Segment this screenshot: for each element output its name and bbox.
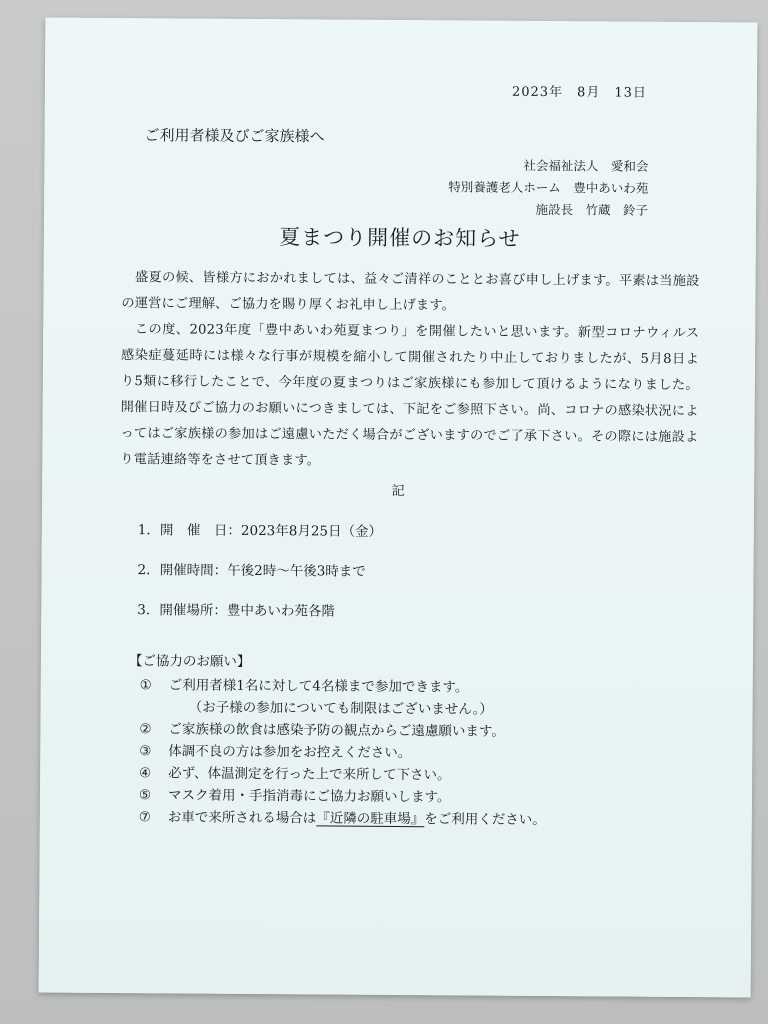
request-item bbox=[128, 762, 546, 787]
requests-heading: 【ご協力のお願い】 bbox=[128, 653, 251, 670]
request-text: ご家族様の飲食は感染予防の観点からご遠慮願います。 bbox=[168, 721, 505, 740]
request-text: お車で来所される場合は『近隣の駐車場』をご利用ください。 bbox=[167, 809, 546, 829]
notice-paper bbox=[39, 18, 758, 998]
request-text: 体調不良の方は参加をお控えください。 bbox=[168, 743, 412, 762]
request-number: ③ bbox=[139, 743, 152, 760]
request-item bbox=[128, 806, 546, 831]
request-note: （お子様の参加についても制限はございません。） bbox=[188, 699, 493, 718]
request-number: ⑦ bbox=[138, 809, 151, 826]
request-number: ④ bbox=[139, 765, 152, 782]
document-title: 夏まつり開催のお知らせ bbox=[279, 225, 521, 251]
request-number: ① bbox=[139, 677, 152, 694]
event-date: 1．開 催 日：2023年8月25日（金） bbox=[137, 522, 383, 540]
corporation-name: 社会福祉法人 愛和会 bbox=[523, 157, 649, 174]
request-text: マスク着用・手指消毒にご協力お願いします。 bbox=[167, 787, 451, 806]
cooperation-requests bbox=[128, 650, 547, 831]
event-place: 3．開催場所：豊中あいわ苑各階 bbox=[137, 602, 335, 620]
request-item bbox=[128, 784, 546, 809]
event-time: 2．開催時間：午後2時～午後3時まで bbox=[137, 562, 366, 580]
request-number: ② bbox=[139, 721, 152, 738]
nearby-parking-link-text: 『近隣の駐車場』 bbox=[316, 810, 425, 828]
request-text: 必ず、体温測定を行った上で来所して下さい。 bbox=[168, 765, 451, 784]
facility-name: 特別養護老人ホーム 豊中あいわ苑 bbox=[448, 179, 649, 196]
recipient-line: ご利用者様及びご家族様へ bbox=[144, 126, 325, 146]
event-details bbox=[137, 518, 382, 640]
request-item bbox=[128, 718, 546, 743]
request-text: ご利用者様1名に対して4名様まで参加できます。 bbox=[168, 677, 469, 696]
request-item bbox=[128, 740, 546, 765]
director-name: 施設長 竹蔵 鈴子 bbox=[535, 201, 649, 218]
body-text bbox=[120, 265, 699, 477]
sender-block bbox=[448, 154, 648, 221]
ki-marker: 記 bbox=[391, 483, 405, 500]
body-paragraph-1: 盛夏の候、皆様方におかれましては、益々ご清祥のこととお喜び申し上げます。平素は当施設の運営にご理解、ご協力を賜り厚くお礼申し上げます。 bbox=[121, 270, 700, 314]
request-item bbox=[129, 674, 547, 699]
request-number: ⑤ bbox=[138, 787, 152, 804]
body-paragraph-2: この度、2023年度「豊中あいわ苑夏まつり」を開催したいと思います。新型コロナウィルス感染症蔓延時には様々な行事が規模を縮小して開催されたり中止しておりましたが、5月8日より5類に移行したことで、今年度の夏まつりはご家族様にも参加して頂けるようになりました。開催日時及びご協力のお願いにつきましては、下記をご参照下さい。尚、コロナの感染状況によってはご家族様の参加はご遠慮いただく場合がございますのでご了承下さい。その際には施設より電話連絡等をさせて頂きます。 bbox=[120, 322, 700, 469]
issue-date: 2023年 8月 13日 bbox=[511, 84, 647, 101]
